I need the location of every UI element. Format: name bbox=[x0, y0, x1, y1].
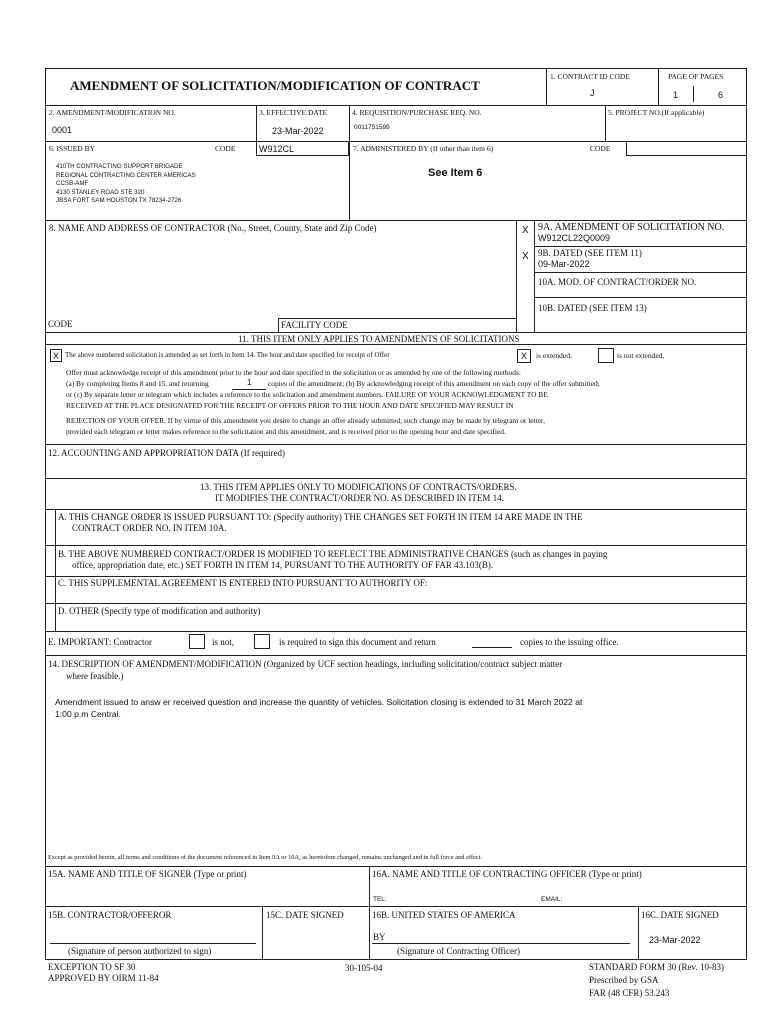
contractor-code-label: CODE bbox=[48, 319, 73, 329]
rule bbox=[45, 344, 747, 345]
rule bbox=[45, 444, 747, 445]
is-required-checkbox[interactable] bbox=[254, 634, 270, 649]
email-label: EMAIL: bbox=[541, 896, 563, 903]
item13-heading-2: IT MODIFIES THE CONTRACT/ORDER NO. AS DESCRIBED IN ITEM 14. bbox=[215, 493, 504, 503]
rule bbox=[349, 105, 350, 220]
mod-contract-label: 10A. MOD. OF CONTRACT/ORDER NO. bbox=[538, 277, 697, 287]
signer-name-label: 15A. NAME AND TITLE OF SIGNER (Type or print) bbox=[48, 869, 247, 879]
ack-line: REJECTION OF YOUR OFFER. If by virtue of this amendment you desire to change an offer already submitted, such change may be made by telegram or letter, bbox=[66, 416, 545, 425]
rule bbox=[45, 603, 747, 604]
rule bbox=[534, 246, 747, 247]
amendment-no-label: 2. AMENDMENT/MODIFICATION NO. bbox=[49, 108, 176, 117]
amended-checkbox[interactable]: X bbox=[50, 349, 62, 362]
dated-9b-label: 9B. DATED (SEE ITEM 11) bbox=[538, 248, 642, 258]
by-label: BY bbox=[373, 932, 386, 942]
project-no-label: 5. PROJECT NO.(If applicable) bbox=[608, 108, 705, 117]
footer-prescribed: Prescribed by GSA bbox=[589, 975, 659, 985]
ack-line: Offer must acknowledge receipt of this amendment prior to the hour and date specified in the solicitation or as amended by one of the following methods: bbox=[66, 368, 521, 377]
amended-text: The above numbered solicitation is amended as set forth in Item 14. The hour and date specified for receipt of Offer bbox=[65, 351, 390, 359]
solicitation-no-value: W912CL22Q0009 bbox=[538, 233, 611, 243]
address-line: 4130 STANLEY ROAD STE 320 bbox=[56, 188, 145, 196]
address-line: CCSB-AMF bbox=[56, 180, 89, 188]
checkmark-9a: X bbox=[522, 225, 529, 236]
is-not-checkbox[interactable] bbox=[189, 634, 205, 649]
copies-suffix: copies of the amendment; (b) By acknowledging receipt of this amendment on each copy of the offer submitted; bbox=[268, 379, 600, 388]
description-body-1: Amendment issued to answ er received question and increase the quantity of vehicles. Solicitation closing is extended to 31 March 2022 at bbox=[55, 697, 583, 707]
issued-by-address bbox=[56, 163, 196, 206]
rule bbox=[45, 906, 747, 907]
signature-person-caption: (Signature of person authorized to sign) bbox=[68, 946, 212, 956]
rule bbox=[45, 220, 747, 221]
solicitation-no-label: 9A. AMENDMENT OF SOLICITATION NO. bbox=[538, 222, 725, 233]
total-pages: 6 bbox=[718, 90, 724, 100]
contracting-officer-label: 16A. NAME AND TITLE OF CONTRACTING OFFICER (Type or print) bbox=[372, 869, 642, 879]
rule bbox=[45, 332, 747, 333]
rule bbox=[546, 68, 547, 105]
footer-standard-form: STANDARD FORM 30 (Rev. 10-83) bbox=[589, 962, 724, 972]
amendment-no-value: 0001 bbox=[52, 125, 73, 135]
effective-date-label: 3. EFFECTIVE DATE bbox=[259, 108, 328, 117]
officer-signature-line[interactable] bbox=[372, 943, 630, 944]
officer-date-signed-value: 23-Mar-2022 bbox=[649, 935, 701, 945]
rule bbox=[693, 86, 694, 102]
not-extended-label: is not extended. bbox=[617, 351, 665, 360]
officer-date-signed-label: 16C. DATE SIGNED bbox=[641, 910, 719, 920]
contractor-code-box bbox=[278, 318, 279, 332]
contractor-address-label: 8. NAME AND ADDRESS OF CONTRACTOR (No., Street, County, State and Zip Code) bbox=[49, 223, 377, 233]
description-label-2: where feasible.) bbox=[66, 671, 124, 681]
rule bbox=[534, 220, 535, 332]
ack-line: RECEIVED AT THE PLACE DESIGNATED FOR THE RECEIPT OF OFFERS PRIOR TO THE HOUR AND DATE SPECIFIED MAY RESULT IN bbox=[66, 401, 514, 410]
issued-by-code-value: W912CL bbox=[259, 144, 295, 154]
not-extended-checkbox[interactable] bbox=[598, 348, 614, 363]
contractor-offeror-label: 15B. CONTRACTOR/OFFEROR bbox=[48, 910, 172, 920]
rule bbox=[262, 906, 263, 960]
rule bbox=[516, 220, 517, 332]
ack-line: provided each telegram or letter makes reference to the solicitation and this amendment, and is received prior to the opening hour and date specified. bbox=[66, 427, 506, 436]
rule bbox=[45, 105, 747, 106]
item13-b-line1: B. THE ABOVE NUMBERED CONTRACT/ORDER IS MODIFIED TO REFLECT THE ADMINISTRATIVE CHANGES (such as changes in paying bbox=[58, 549, 608, 559]
address-line: REGIONAL CONTRACTING CENTER AMERICAS bbox=[56, 171, 196, 179]
rule bbox=[45, 866, 747, 867]
rule bbox=[45, 655, 747, 656]
item13-c-line: C. THIS SUPPLEMENTAL AGREEMENT IS ENTERED INTO PURSUANT TO AUTHORITY OF: bbox=[58, 578, 428, 588]
rule bbox=[534, 297, 747, 298]
rule bbox=[369, 866, 370, 960]
administered-by-code-box bbox=[626, 141, 747, 156]
footer-far: FAR (48 CFR) 53.243 bbox=[589, 988, 670, 998]
requisition-label: 4. REQUISITION/PURCHASE REQ. NO. bbox=[352, 108, 482, 117]
copies-to-issuing-office: copies to the issuing office. bbox=[520, 637, 619, 647]
rule bbox=[45, 576, 747, 577]
ack-line: (a) By completing Items 8 and 15, and returning bbox=[66, 379, 209, 388]
issued-by-label: 6. ISSUED BY bbox=[49, 144, 96, 153]
rule bbox=[256, 105, 257, 141]
administered-by-code-label: CODE bbox=[590, 144, 611, 153]
administered-by-label: 7. ADMINISTERED BY (If other than item 6) bbox=[353, 144, 494, 153]
address-line: JBSA FORT SAM HOUSTON TX 78234-2726 bbox=[56, 197, 182, 205]
form-title: AMENDMENT OF SOLICITATION/MODIFICATION OF CONTRACT bbox=[70, 78, 480, 93]
address-line: 410TH CONTRACTING SUPPORT BRIGADE bbox=[56, 163, 183, 170]
facility-code-label: FACILITY CODE bbox=[281, 320, 348, 330]
contractor-signature-line[interactable] bbox=[50, 943, 256, 944]
extended-checkbox[interactable]: X bbox=[517, 349, 531, 363]
accounting-data-label: 12. ACCOUNTING AND APPROPRIATION DATA (If required) bbox=[48, 448, 286, 458]
important-label: E. IMPORTANT: Contractor bbox=[48, 637, 153, 647]
administered-by-value: See Item 6 bbox=[428, 167, 483, 179]
item13-heading-1: 13. THIS ITEM APPLIES ONLY TO MODIFICATIONS OF CONTRACTS/ORDERS. bbox=[200, 482, 517, 492]
rule bbox=[278, 318, 516, 319]
effective-date-value: 23-Mar-2022 bbox=[272, 126, 324, 136]
page-number: 1 bbox=[673, 90, 679, 100]
description-label-1: 14. DESCRIPTION OF AMENDMENT/MODIFICATION (Organized by UCF section headings, including solicitation/contract subject matter bbox=[48, 659, 563, 669]
dated-10b-label: 10B. DATED (SEE ITEM 13) bbox=[538, 303, 647, 313]
page-of-pages-label: PAGE OF PAGES bbox=[668, 72, 724, 81]
item11-heading: 11. THIS ITEM ONLY APPLIES TO AMENDMENTS OF SOLICITATIONS bbox=[238, 334, 520, 344]
is-not-label: is not, bbox=[212, 637, 235, 647]
footer-approved: APPROVED BY OIRM 11-84 bbox=[48, 973, 159, 983]
item13-a-line2: CONTRACT ORDER NO. IN ITEM 10A. bbox=[72, 523, 227, 533]
contract-id-value: J bbox=[590, 88, 595, 98]
rule bbox=[45, 478, 747, 479]
requisition-value: 0011751599 bbox=[354, 124, 390, 131]
checkmark-9b: X bbox=[522, 251, 529, 262]
is-required-label: is required to sign this document and return bbox=[279, 637, 436, 647]
copies-count: 1 bbox=[247, 378, 252, 387]
terms-unchanged-note: Except as provided herein, all terms and conditions of the document referenced in Item 9A or 10A, as heretofore changed, remains unchanged and in full force and effect. bbox=[48, 854, 483, 861]
rule bbox=[45, 509, 747, 510]
item13-b-line2: office, appropriation date, etc.) SET FORTH IN ITEM 14, PURSUANT TO THE AUTHORITY OF FAR 43.103(B). bbox=[72, 560, 494, 570]
rule bbox=[534, 272, 747, 273]
signature-officer-caption: (Signature of Contracting Officer) bbox=[397, 946, 521, 956]
footer-exception: EXCEPTION TO SF 30 bbox=[48, 962, 136, 972]
contractor-date-signed-label: 15C. DATE SIGNED bbox=[266, 910, 344, 920]
rule bbox=[658, 68, 659, 105]
description-body-2: 1:00 p.m Central. bbox=[55, 709, 121, 719]
rule bbox=[605, 105, 606, 141]
rule bbox=[472, 647, 512, 648]
item13-d-line: D. OTHER (Specify type of modification and authority) bbox=[58, 606, 261, 616]
tel-label: TEL: bbox=[373, 896, 387, 903]
extended-label: is extended, bbox=[536, 351, 572, 360]
item13-a-line1: A. THIS CHANGE ORDER IS ISSUED PURSUANT TO: (Specify authority) THE CHANGES SET FORTH IN ITEM 14 ARE MADE IN THE bbox=[58, 512, 583, 522]
rule bbox=[55, 509, 56, 631]
rule bbox=[45, 631, 747, 632]
united-states-label: 16B. UNITED STATES OF AMERICA bbox=[372, 910, 516, 920]
ack-line: or (c) By separate letter or telegram which includes a reference to the solicitation and amendment numbers. FAILURE OF YOUR ACKNOWLEDGMENT TO BE bbox=[66, 390, 548, 399]
rule bbox=[45, 545, 747, 546]
issued-by-code-label: CODE bbox=[215, 144, 236, 153]
footer-form-number: 30-105-04 bbox=[345, 963, 383, 973]
dated-9b-value: 09-Mar-2022 bbox=[538, 259, 590, 269]
contract-id-label: 1. CONTRACT ID CODE bbox=[550, 72, 630, 81]
rule bbox=[638, 906, 639, 960]
